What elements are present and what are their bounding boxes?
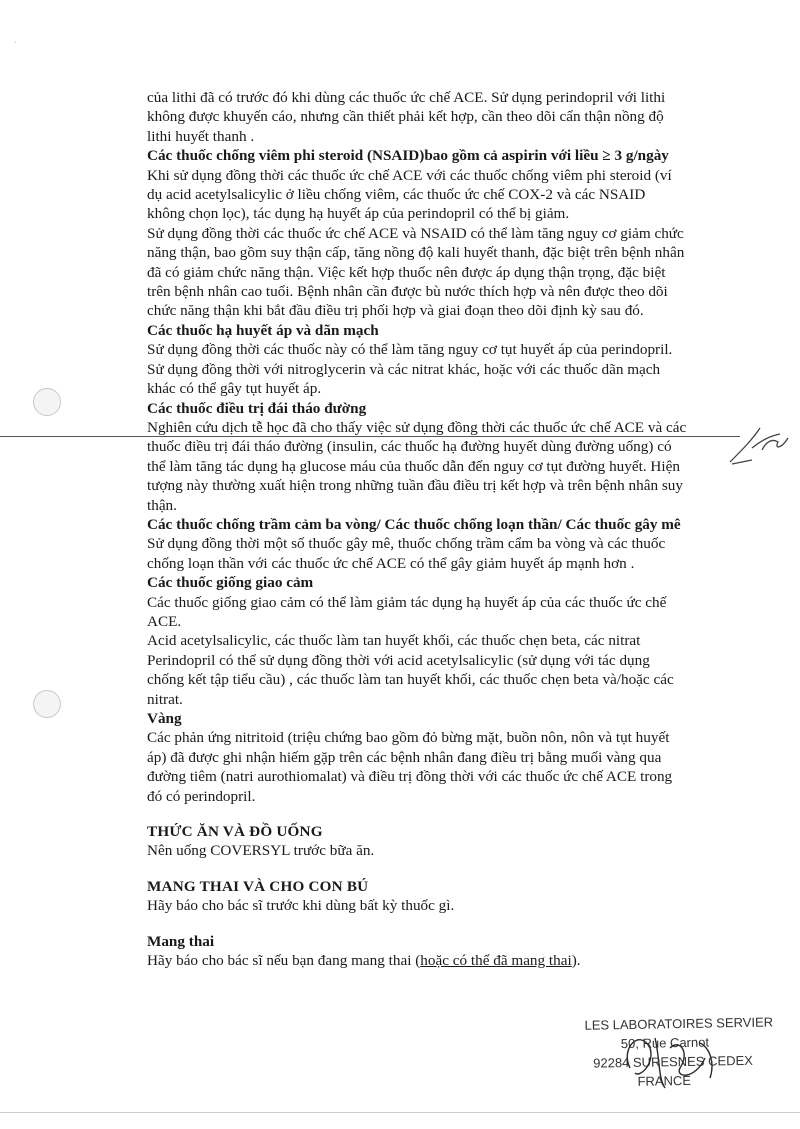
handwritten-signature — [610, 1018, 730, 1098]
heading-antidiabetics: Các thuốc điều trị đái tháo đường — [147, 399, 367, 417]
paragraph-pregnancy-breastfeeding: Hãy báo cho bác sĩ trước khi dùng bất kỳ thuốc gì. — [147, 897, 455, 915]
pregnancy-text-underlined: hoặc có thể đã mang thai — [420, 952, 572, 970]
heading-gold: Vàng — [147, 710, 182, 727]
paragraph-nsaid-1: Khi sử dụng đồng thời các thuốc ức chế ACE với các thuốc chống viêm phi steroid (ví dụ acid acetylsalicylic ở liều chống viêm, các thuốc ức chế COX-2 và các NSAID không chọn lọc), tác dụng hạ huyết áp của perindopril có thể bị giảm. — [147, 166, 672, 223]
paragraph-antihypertensives: Sử dụng đồng thời các thuốc này có thể làm tăng nguy cơ tụt huyết áp của perindopril. Sử dụng đồng thời với nitroglycerin và các nitrat khác, hoặc với các thuốc dãn mạch khác có thể gây tụt huyết áp. — [147, 341, 673, 398]
paragraph-pregnancy — [147, 951, 687, 970]
heading-nsaid: Các thuốc chống viêm phi steroid (NSAID)bao gồm cả aspirin với liều ≥ 3 g/ngày — [147, 147, 669, 165]
paragraph-antidiabetics: Nghiên cứu dịch tễ học đã cho thấy việc sử dụng đồng thời các thuốc ức chế ACE và các thuốc điều trị đái tháo đường (insulin, các thuốc hạ đường huyết dùng đường uống) có thể làm tăng tác dụng hạ glucose máu của thuốc dẫn đến nguy cơ tụt đường huyết. Hiện tượng này thường xuất hiện trong những tuần đầu điều trị kết hợp và trên bệnh nhân suy thận. — [147, 418, 687, 514]
stamp-line-city: 92284 SURESNES CEDEX — [593, 1052, 753, 1071]
heading-pregnancy-breastfeeding: MANG THAI VÀ CHO CON BÚ — [147, 877, 369, 895]
margin-initials-signature — [722, 420, 792, 470]
main-text — [147, 88, 687, 970]
stamp-line-country: FRANCE — [637, 1072, 692, 1089]
stamp-line-street: 50, Rue Carnot — [620, 1034, 710, 1052]
heading-sympathomimetics: Các thuốc giống giao cảm — [147, 574, 314, 592]
paragraph-sympathomimetics: Các thuốc giống giao cảm có thể làm giảm tác dụng hạ huyết áp của các thuốc ức chế ACE. — [147, 593, 667, 630]
paragraph-gold: Các phản ứng nitritoid (triệu chứng bao gồm đỏ bừng mặt, buồn nôn, nôn và tụt huyết áp) đã được ghi nhận hiếm gặp trên các bệnh nhân đang điều trị bằng muối vàng qua đường tiêm (natri aurothiomalat) và điều trị đồng thời với các thuốc ức chế ACE trong đó có perindopril. — [147, 729, 673, 805]
punch-hole-top — [33, 388, 61, 416]
heading-antidepressants: Các thuốc chống trầm cảm ba vòng/ Các thuốc chống loạn thần/ Các thuốc gây mê — [147, 515, 681, 533]
paragraph-nsaid-2: Sử dụng đồng thời các thuốc ức chế ACE và NSAID có thể làm tăng nguy cơ giảm chức năng thận, bao gồm suy thận cấp, tăng nồng độ kali huyết thanh, đặc biệt trên bệnh nhân đã có giảm chức năng thận. Việc kết hợp thuốc nên được áp dụng thận trọng, đặc biệt trên bệnh nhân cao tuổi. Bệnh nhân cần được bù nước thích hợp và nên được theo dõi chức năng thận khi bắt đầu điều trị phối hợp và giai đoạn theo dõi định kỳ sau đó. — [147, 224, 685, 320]
stamp-line-company: LES LABORATOIRES SERVIER — [584, 1014, 774, 1033]
paragraph-lithium: của lithi đã có trước đó khi dùng các thuốc ức chế ACE. Sử dụng perindopril với lithi không được khuyến cáo, nhưng cần thiết phải kết hợp, cần theo dõi cẩn thận nồng độ lithi huyết thanh . — [147, 89, 666, 145]
page-bottom-edge — [0, 1112, 800, 1113]
pregnancy-text-end: ). — [571, 952, 581, 970]
paragraph-antidepressants: Sử dụng đồng thời một số thuốc gây mê, thuốc chống trầm cẩm ba vòng và các thuốc chống loạn thần với các thuốc ức chế ACE có thể gây giảm huyết áp mạnh hơn . — [147, 535, 666, 572]
paragraph-food-drink: Nên uống COVERSYL trước bữa ăn. — [147, 842, 375, 860]
punch-hole-bottom — [33, 690, 61, 718]
paragraph-aspirin: Acid acetylsalicylic, các thuốc làm tan huyết khối, các thuốc chẹn beta, các nitrat Perindopril có thể sử dụng đồng thời với acid acetylsalicylic (sử dụng với tác dụng chống kết tập tiểu cầu) , các thuốc làm tan huyết khối, các thuốc chẹn beta và/hoặc các nitrat. — [147, 632, 674, 708]
pregnancy-text-start: Hãy báo cho bác sĩ nếu bạn đang mang thai ( — [147, 952, 421, 970]
heading-antihypertensives: Các thuốc hạ huyết áp và dãn mạch — [147, 321, 379, 339]
heading-food-drink: THỨC ĂN VÀ ĐỒ UỐNG — [147, 823, 323, 841]
heading-pregnancy: Mang thai — [147, 932, 215, 950]
scan-artifact-mark: · — [14, 38, 17, 47]
